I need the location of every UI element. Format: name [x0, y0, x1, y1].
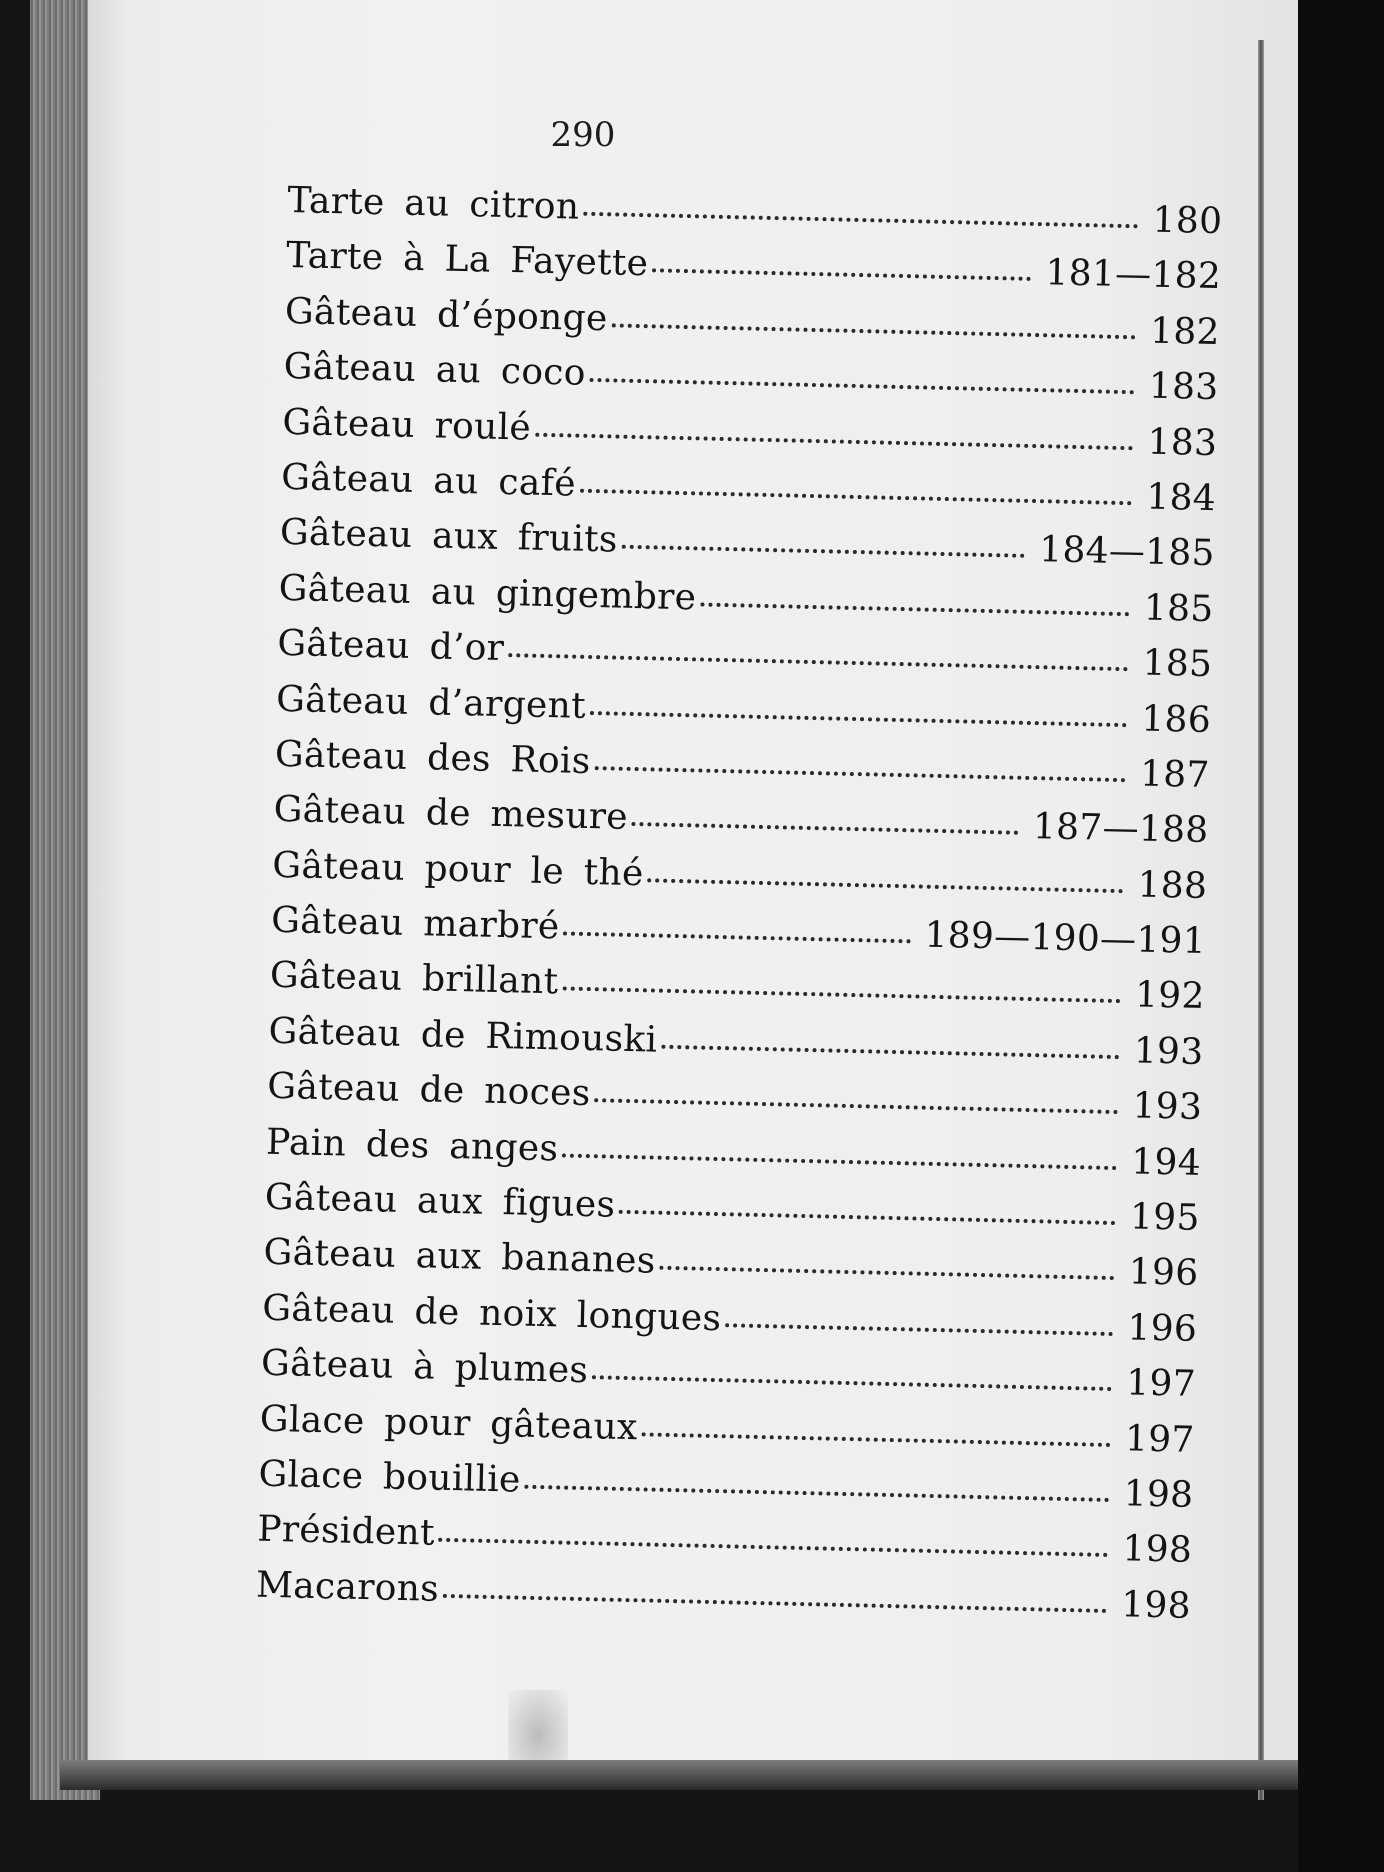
dot-leader — [594, 1098, 1118, 1114]
toc-entry-page: 196 — [1128, 1251, 1199, 1295]
dot-leader — [592, 1375, 1112, 1391]
scan-background — [1298, 0, 1384, 1872]
page-bottom-shadow — [60, 1760, 1320, 1790]
toc-entry-page: 185 — [1143, 587, 1214, 630]
toc-entry-title: Glace bouillie — [258, 1453, 522, 1501]
toc-entry-page: 198 — [1123, 1473, 1194, 1516]
dot-leader — [583, 212, 1138, 229]
toc-entry-page: 180 — [1152, 199, 1223, 243]
toc-entry-page: 189—190—191 — [924, 914, 1207, 963]
dot-leader — [621, 545, 1025, 558]
toc-entry-title: Gâteau des Rois — [274, 733, 591, 782]
toc-entry-title: Gâteau de noces — [266, 1066, 591, 1115]
toc-entry-title: Gâteau de noix longues — [261, 1287, 722, 1339]
toc-entry-title: Gâteau aux bananes — [263, 1232, 657, 1283]
toc-entry-page: 198 — [1120, 1584, 1192, 1627]
dot-leader — [725, 1323, 1113, 1336]
toc-entry-title: Gâteau marbré — [270, 899, 560, 948]
dot-leader — [439, 1538, 1109, 1557]
toc-entry-title: Gâteau au gingembre — [278, 567, 697, 619]
toc-entry-title: Gâteau aux figues — [264, 1176, 616, 1226]
toc-entry-page: 197 — [1124, 1417, 1196, 1461]
toc-entry-title: Gâteau au café — [280, 456, 577, 505]
toc-entry-page: 192 — [1134, 974, 1206, 1018]
toc-entry-title: Président — [256, 1509, 436, 1555]
dot-leader — [580, 489, 1133, 506]
toc-entry-title: Gâteau aux fruits — [279, 512, 619, 561]
dot-leader — [641, 1432, 1111, 1447]
dot-leader — [611, 323, 1136, 339]
dot-leader — [652, 269, 1031, 282]
dot-leader — [563, 932, 910, 944]
dot-leader — [562, 987, 1121, 1004]
toc-entry-page: 193 — [1133, 1030, 1204, 1073]
toc-entry-title: Gâteau d’éponge — [284, 290, 609, 340]
toc-entry-title: Tarte au citron — [287, 180, 580, 228]
toc-entry-page: 187 — [1139, 753, 1211, 796]
dot-leader — [594, 766, 1126, 782]
dot-leader — [535, 432, 1134, 450]
dot-leader — [661, 1045, 1120, 1059]
dot-leader — [508, 653, 1129, 671]
toc-entry-page: 188 — [1137, 864, 1208, 907]
toc-entry-title: Gâteau brillant — [269, 955, 559, 1003]
dot-leader — [619, 1210, 1116, 1225]
toc-entry-title: Glace pour gâteaux — [259, 1398, 639, 1448]
page-gutter — [1258, 40, 1264, 1800]
toc-entry-title: Gâteau de mesure — [273, 789, 629, 839]
toc-entry-title: Gâteau au coco — [283, 346, 587, 394]
toc-entry-page: 185 — [1142, 642, 1213, 686]
dot-leader — [632, 822, 1019, 835]
toc-entry-page: 183 — [1147, 421, 1218, 464]
toc-entry-title: Gâteau à plumes — [260, 1342, 589, 1392]
toc-entry-title: Gâteau pour le thé — [271, 844, 645, 894]
toc-entry-page: 196 — [1127, 1307, 1198, 1350]
toc-entry-page: 186 — [1140, 698, 1212, 741]
toc-entry-page: 197 — [1125, 1362, 1197, 1406]
dot-leader — [647, 878, 1123, 893]
toc-entry-title: Gâteau d’or — [277, 623, 505, 670]
table-of-contents — [255, 180, 1222, 1641]
toc-entry-page: 181—182 — [1045, 252, 1222, 298]
toc-entry-page: 194 — [1130, 1141, 1202, 1184]
toc-entry-page: 187—188 — [1032, 806, 1209, 852]
toc-entry-page: 184—185 — [1038, 529, 1216, 575]
toc-entry-title: Macarons — [255, 1564, 440, 1610]
toc-entry-page: 195 — [1129, 1196, 1201, 1239]
dot-leader — [524, 1485, 1109, 1502]
toc-entry-page: 198 — [1122, 1528, 1193, 1572]
dot-leader — [590, 378, 1135, 394]
toc-entry-title: Gâteau d’argent — [275, 678, 587, 727]
dot-leader — [700, 602, 1130, 616]
toc-entry-title: Pain des anges — [265, 1121, 559, 1170]
toc-entry-page: 183 — [1148, 365, 1219, 409]
toc-entry-title: Gâteau de Rimouski — [268, 1010, 658, 1061]
toc-entry-title: Tarte à La Fayette — [285, 235, 649, 285]
page-sheet — [88, 0, 1298, 1790]
toc-entry-title: Gâteau roulé — [282, 401, 532, 449]
dot-leader — [659, 1266, 1114, 1280]
toc-entry-page: 193 — [1132, 1085, 1203, 1129]
toc-entry-page: 182 — [1149, 310, 1221, 353]
dot-leader — [443, 1594, 1107, 1613]
dot-leader — [590, 710, 1128, 726]
page-number: 290 — [550, 115, 616, 155]
dot-leader — [562, 1153, 1117, 1170]
toc-entry-page: 184 — [1145, 476, 1217, 520]
